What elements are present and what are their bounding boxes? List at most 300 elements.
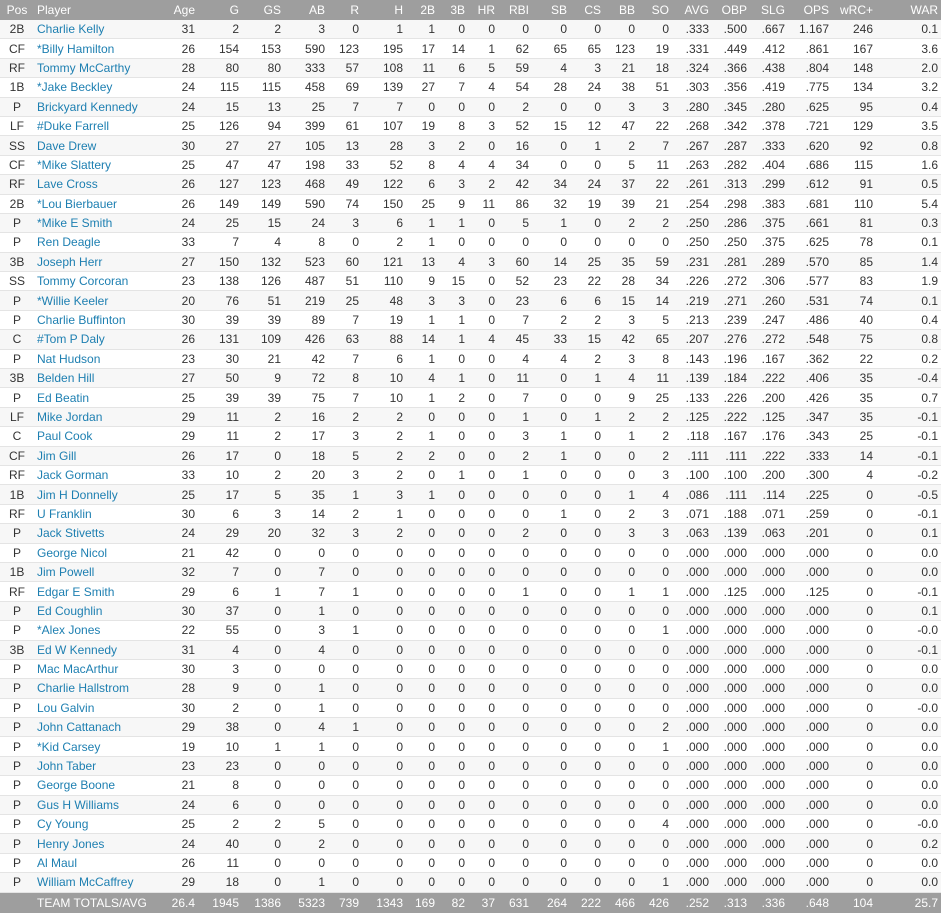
cell-h: 10 — [362, 369, 406, 388]
cell-3b: 7 — [438, 78, 468, 97]
player-name-link[interactable]: Cy Young — [34, 815, 166, 834]
cell-age: 30 — [166, 659, 198, 678]
player-name-link[interactable]: Jack Stivetts — [34, 524, 166, 543]
cell-r: 8 — [328, 369, 362, 388]
column-header-3b[interactable]: 3B — [438, 0, 468, 20]
column-header-r[interactable]: R — [328, 0, 362, 20]
cell-3b: 1 — [438, 465, 468, 484]
cell-g: 17 — [198, 485, 242, 504]
cell-pos: P — [0, 310, 34, 329]
player-name-link[interactable]: Tommy McCarthy — [34, 58, 166, 77]
player-name-link[interactable]: *Mike E Smith — [34, 213, 166, 232]
table-header-row — [0, 0, 941, 20]
cell-hr: 4 — [468, 155, 498, 174]
player-name-link[interactable]: George Boone — [34, 776, 166, 795]
cell-bb: 47 — [604, 116, 638, 135]
cell-g: 42 — [198, 543, 242, 562]
column-header-hr[interactable]: HR — [468, 0, 498, 20]
cell-so: 1 — [638, 873, 672, 892]
cell-3b: 0 — [438, 427, 468, 446]
cell-wrc: 0 — [832, 659, 876, 678]
cell-h: 0 — [362, 718, 406, 737]
player-name-link[interactable]: Joseph Herr — [34, 252, 166, 271]
player-name-link[interactable]: Nat Hudson — [34, 349, 166, 368]
column-header-rbi[interactable]: RBI — [498, 0, 532, 20]
column-header-avg[interactable]: AVG — [672, 0, 712, 20]
total-3b: 82 — [438, 892, 468, 913]
cell-h: 121 — [362, 252, 406, 271]
cell-obp: .286 — [712, 213, 750, 232]
cell-ops: .000 — [788, 640, 832, 659]
cell-wrc: 0 — [832, 601, 876, 620]
cell-gs: 0 — [242, 679, 284, 698]
cell-sb: 0 — [532, 136, 570, 155]
cell-rbi: 0 — [498, 873, 532, 892]
cell-gs: 0 — [242, 853, 284, 872]
player-name-link[interactable]: Lou Galvin — [34, 698, 166, 717]
player-name-link[interactable]: *Mike Slattery — [34, 155, 166, 174]
player-name-link[interactable]: Jim Powell — [34, 562, 166, 581]
player-name-link[interactable]: George Nicol — [34, 543, 166, 562]
cell-ops: .625 — [788, 97, 832, 116]
cell-rbi: 45 — [498, 330, 532, 349]
cell-2b: 25 — [406, 194, 438, 213]
cell-ab: 25 — [284, 97, 328, 116]
column-header-ops[interactable]: OPS — [788, 0, 832, 20]
cell-cs: 0 — [570, 562, 604, 581]
cell-wrc: 95 — [832, 97, 876, 116]
column-header-war[interactable]: WAR — [876, 0, 941, 20]
cell-r: 61 — [328, 116, 362, 135]
cell-ops: .000 — [788, 562, 832, 581]
cell-avg: .000 — [672, 834, 712, 853]
cell-so: 0 — [638, 640, 672, 659]
cell-bb: 4 — [604, 369, 638, 388]
table-row — [0, 504, 941, 523]
cell-g: 23 — [198, 756, 242, 775]
cell-age: 24 — [166, 524, 198, 543]
cell-g: 131 — [198, 330, 242, 349]
cell-wrc: 0 — [832, 562, 876, 581]
cell-war: -0.2 — [876, 465, 941, 484]
player-name-link[interactable]: Ed W Kennedy — [34, 640, 166, 659]
cell-wrc: 0 — [832, 737, 876, 756]
cell-3b: 0 — [438, 524, 468, 543]
cell-h: 2 — [362, 524, 406, 543]
cell-war: 0.1 — [876, 601, 941, 620]
cell-obp: .000 — [712, 601, 750, 620]
player-name-link[interactable]: Mac MacArthur — [34, 659, 166, 678]
player-name-link[interactable]: Tommy Corcoran — [34, 272, 166, 291]
cell-pos: RF — [0, 465, 34, 484]
cell-bb: 2 — [604, 213, 638, 232]
cell-h: 2 — [362, 465, 406, 484]
cell-gs: 3 — [242, 504, 284, 523]
player-name-link[interactable]: Al Maul — [34, 853, 166, 872]
cell-2b: 0 — [406, 562, 438, 581]
player-name-link[interactable]: Dave Drew — [34, 136, 166, 155]
column-header-2b[interactable]: 2B — [406, 0, 438, 20]
cell-age: 21 — [166, 776, 198, 795]
cell-rbi: 54 — [498, 78, 532, 97]
cell-3b: 15 — [438, 272, 468, 291]
cell-ab: 426 — [284, 330, 328, 349]
cell-hr: 3 — [468, 116, 498, 135]
cell-hr: 1 — [468, 39, 498, 58]
cell-pos: 3B — [0, 640, 34, 659]
player-name-link[interactable]: *Jake Beckley — [34, 78, 166, 97]
player-name-link[interactable]: *Kid Carsey — [34, 737, 166, 756]
cell-bb: 38 — [604, 78, 638, 97]
player-name-link[interactable]: Jim Gill — [34, 446, 166, 465]
cell-sb: 0 — [532, 834, 570, 853]
cell-2b: 0 — [406, 407, 438, 426]
cell-sb: 6 — [532, 291, 570, 310]
cell-avg: .250 — [672, 233, 712, 252]
cell-h: 107 — [362, 116, 406, 135]
cell-ab: 0 — [284, 543, 328, 562]
column-header-so[interactable]: SO — [638, 0, 672, 20]
total-slg: .336 — [750, 892, 788, 913]
player-name-link[interactable]: Henry Jones — [34, 834, 166, 853]
cell-h: 108 — [362, 58, 406, 77]
cell-2b: 0 — [406, 640, 438, 659]
player-name-link[interactable]: U Franklin — [34, 504, 166, 523]
cell-r: 25 — [328, 291, 362, 310]
cell-hr: 0 — [468, 388, 498, 407]
cell-gs: 0 — [242, 795, 284, 814]
cell-rbi: 52 — [498, 116, 532, 135]
column-header-cs[interactable]: CS — [570, 0, 604, 20]
cell-g: 8 — [198, 776, 242, 795]
cell-slg: .000 — [750, 640, 788, 659]
cell-age: 23 — [166, 272, 198, 291]
cell-bb: 28 — [604, 272, 638, 291]
player-name-link[interactable]: Edgar E Smith — [34, 582, 166, 601]
cell-ab: 42 — [284, 349, 328, 368]
cell-r: 63 — [328, 330, 362, 349]
cell-obp: .000 — [712, 718, 750, 737]
table-row — [0, 446, 941, 465]
cell-rbi: 7 — [498, 310, 532, 329]
column-header-g[interactable]: G — [198, 0, 242, 20]
cell-pos: P — [0, 543, 34, 562]
cell-cs: 12 — [570, 116, 604, 135]
cell-bb: 0 — [604, 718, 638, 737]
cell-cs: 19 — [570, 194, 604, 213]
cell-wrc: 0 — [832, 485, 876, 504]
column-header-pos[interactable]: Pos — [0, 0, 34, 20]
cell-cs: 0 — [570, 698, 604, 717]
player-name-link[interactable]: Charlie Hallstrom — [34, 679, 166, 698]
cell-ab: 72 — [284, 369, 328, 388]
cell-cs: 0 — [570, 485, 604, 504]
cell-gs: 94 — [242, 116, 284, 135]
column-header-obp[interactable]: OBP — [712, 0, 750, 20]
cell-pos: RF — [0, 175, 34, 194]
cell-sb: 0 — [532, 155, 570, 174]
total-bb: 466 — [604, 892, 638, 913]
cell-bb: 5 — [604, 155, 638, 174]
cell-so: 22 — [638, 175, 672, 194]
cell-bb: 0 — [604, 756, 638, 775]
cell-rbi: 5 — [498, 213, 532, 232]
cell-sb: 0 — [532, 621, 570, 640]
cell-pos: C — [0, 330, 34, 349]
cell-ops: .721 — [788, 116, 832, 135]
player-name-link[interactable]: Jim H Donnelly — [34, 485, 166, 504]
player-name-link[interactable]: John Taber — [34, 756, 166, 775]
cell-rbi: 0 — [498, 485, 532, 504]
player-name-link[interactable]: Ed Coughlin — [34, 601, 166, 620]
cell-r: 33 — [328, 155, 362, 174]
cell-bb: 3 — [604, 349, 638, 368]
cell-2b: 1 — [406, 388, 438, 407]
cell-slg: .000 — [750, 582, 788, 601]
player-name-link[interactable]: Belden Hill — [34, 369, 166, 388]
column-header-age[interactable]: Age — [166, 0, 198, 20]
cell-ops: .000 — [788, 873, 832, 892]
player-name-link[interactable]: Gus H Williams — [34, 795, 166, 814]
cell-gs: 0 — [242, 834, 284, 853]
cell-obp: .239 — [712, 310, 750, 329]
cell-r: 74 — [328, 194, 362, 213]
cell-3b: 2 — [438, 136, 468, 155]
cell-rbi: 86 — [498, 194, 532, 213]
cell-war: 0.0 — [876, 679, 941, 698]
cell-pos: P — [0, 776, 34, 795]
cell-hr: 0 — [468, 640, 498, 659]
cell-war: 0.4 — [876, 310, 941, 329]
cell-bb: 0 — [604, 20, 638, 39]
cell-cs: 0 — [570, 524, 604, 543]
total-ab: 5323 — [284, 892, 328, 913]
player-name-link[interactable]: John Cattanach — [34, 718, 166, 737]
cell-bb: 123 — [604, 39, 638, 58]
cell-age: 19 — [166, 737, 198, 756]
cell-avg: .063 — [672, 524, 712, 543]
cell-wrc: 0 — [832, 698, 876, 717]
cell-age: 33 — [166, 233, 198, 252]
cell-hr: 0 — [468, 485, 498, 504]
cell-2b: 0 — [406, 601, 438, 620]
cell-rbi: 1 — [498, 407, 532, 426]
cell-cs: 0 — [570, 20, 604, 39]
column-header-player[interactable]: Player — [34, 0, 166, 20]
cell-obp: .167 — [712, 427, 750, 446]
cell-r: 3 — [328, 427, 362, 446]
player-name-link[interactable]: Ren Deagle — [34, 233, 166, 252]
cell-hr: 0 — [468, 504, 498, 523]
cell-avg: .331 — [672, 39, 712, 58]
player-name-link[interactable]: #Tom P Daly — [34, 330, 166, 349]
cell-gs: 1 — [242, 737, 284, 756]
table-row — [0, 795, 941, 814]
total-cs: 222 — [570, 892, 604, 913]
cell-ab: 1 — [284, 873, 328, 892]
cell-gs: 0 — [242, 776, 284, 795]
cell-g: 47 — [198, 155, 242, 174]
cell-rbi: 0 — [498, 698, 532, 717]
total-gs: 1386 — [242, 892, 284, 913]
cell-h: 0 — [362, 834, 406, 853]
cell-h: 139 — [362, 78, 406, 97]
cell-r: 1 — [328, 485, 362, 504]
cell-r: 0 — [328, 756, 362, 775]
cell-war: -0.0 — [876, 698, 941, 717]
player-name-link[interactable]: *Willie Keeler — [34, 291, 166, 310]
player-name-link[interactable]: Charlie Kelly — [34, 20, 166, 39]
cell-wrc: 40 — [832, 310, 876, 329]
cell-pos: P — [0, 853, 34, 872]
cell-2b: 0 — [406, 737, 438, 756]
cell-2b: 0 — [406, 97, 438, 116]
cell-hr: 0 — [468, 737, 498, 756]
cell-2b: 1 — [406, 20, 438, 39]
player-name-link[interactable]: Lave Cross — [34, 175, 166, 194]
cell-sb: 4 — [532, 349, 570, 368]
cell-obp: .282 — [712, 155, 750, 174]
cell-rbi: 0 — [498, 659, 532, 678]
cell-ops: .681 — [788, 194, 832, 213]
player-name-link[interactable]: Paul Cook — [34, 427, 166, 446]
player-name-link[interactable]: Mike Jordan — [34, 407, 166, 426]
cell-so: 21 — [638, 194, 672, 213]
cell-2b: 1 — [406, 310, 438, 329]
cell-gs: 2 — [242, 465, 284, 484]
cell-hr: 0 — [468, 369, 498, 388]
cell-sb: 0 — [532, 369, 570, 388]
cell-cs: 65 — [570, 39, 604, 58]
column-header-gs[interactable]: GS — [242, 0, 284, 20]
player-name-link[interactable]: William McCaffrey — [34, 873, 166, 892]
cell-cs: 1 — [570, 369, 604, 388]
table-row — [0, 213, 941, 232]
table-row — [0, 39, 941, 58]
cell-g: 138 — [198, 272, 242, 291]
cell-war: 3.5 — [876, 116, 941, 135]
cell-war: -0.4 — [876, 369, 941, 388]
cell-ab: 487 — [284, 272, 328, 291]
cell-obp: .298 — [712, 194, 750, 213]
cell-war: 2.0 — [876, 58, 941, 77]
cell-so: 1 — [638, 621, 672, 640]
cell-wrc: 0 — [832, 853, 876, 872]
cell-avg: .219 — [672, 291, 712, 310]
column-header-ab[interactable]: AB — [284, 0, 328, 20]
cell-age: 26 — [166, 39, 198, 58]
cell-avg: .000 — [672, 621, 712, 640]
cell-ab: 16 — [284, 407, 328, 426]
cell-3b: 0 — [438, 640, 468, 659]
cell-avg: .231 — [672, 252, 712, 271]
cell-g: 10 — [198, 737, 242, 756]
cell-3b: 0 — [438, 97, 468, 116]
cell-war: 0.0 — [876, 776, 941, 795]
cell-ab: 7 — [284, 562, 328, 581]
cell-r: 7 — [328, 97, 362, 116]
cell-r: 2 — [328, 504, 362, 523]
cell-hr: 0 — [468, 834, 498, 853]
cell-3b: 1 — [438, 369, 468, 388]
cell-pos: LF — [0, 116, 34, 135]
cell-wrc: 0 — [832, 582, 876, 601]
cell-cs: 22 — [570, 272, 604, 291]
cell-age: 27 — [166, 369, 198, 388]
cell-rbi: 0 — [498, 601, 532, 620]
cell-wrc: 91 — [832, 175, 876, 194]
cell-sb: 0 — [532, 407, 570, 426]
cell-h: 0 — [362, 543, 406, 562]
player-name-link[interactable]: *Alex Jones — [34, 621, 166, 640]
cell-sb: 0 — [532, 640, 570, 659]
cell-pos: CF — [0, 155, 34, 174]
cell-ops: .686 — [788, 155, 832, 174]
cell-wrc: 0 — [832, 756, 876, 775]
cell-avg: .111 — [672, 446, 712, 465]
cell-cs: 25 — [570, 252, 604, 271]
cell-pos: RF — [0, 58, 34, 77]
player-name-link[interactable]: *Billy Hamilton — [34, 39, 166, 58]
player-name-link[interactable]: Jack Gorman — [34, 465, 166, 484]
cell-obp: .226 — [712, 388, 750, 407]
table-row — [0, 155, 941, 174]
cell-rbi: 1 — [498, 582, 532, 601]
cell-bb: 0 — [604, 659, 638, 678]
cell-avg: .000 — [672, 640, 712, 659]
cell-g: 30 — [198, 349, 242, 368]
column-header-slg[interactable]: SLG — [750, 0, 788, 20]
cell-slg: .000 — [750, 601, 788, 620]
cell-gs: 39 — [242, 388, 284, 407]
column-header-bb[interactable]: BB — [604, 0, 638, 20]
cell-obp: .100 — [712, 465, 750, 484]
cell-r: 69 — [328, 78, 362, 97]
player-name-link[interactable]: Ed Beatin — [34, 388, 166, 407]
cell-2b: 0 — [406, 659, 438, 678]
cell-cs: 0 — [570, 873, 604, 892]
player-name-link[interactable]: Charlie Buffinton — [34, 310, 166, 329]
cell-war: -0.1 — [876, 504, 941, 523]
cell-avg: .000 — [672, 815, 712, 834]
cell-age: 25 — [166, 155, 198, 174]
cell-so: 2 — [638, 213, 672, 232]
cell-slg: .378 — [750, 116, 788, 135]
cell-obp: .139 — [712, 524, 750, 543]
table-row — [0, 543, 941, 562]
player-name-link[interactable]: #Duke Farrell — [34, 116, 166, 135]
table-row — [0, 659, 941, 678]
cell-gs: 27 — [242, 136, 284, 155]
cell-so: 0 — [638, 834, 672, 853]
cell-3b: 0 — [438, 407, 468, 426]
column-header-wrc[interactable]: wRC+ — [832, 0, 876, 20]
cell-3b: 14 — [438, 39, 468, 58]
player-name-link[interactable]: Brickyard Kennedy — [34, 97, 166, 116]
cell-2b: 1 — [406, 213, 438, 232]
cell-slg: .375 — [750, 213, 788, 232]
cell-obp: .000 — [712, 543, 750, 562]
cell-r: 3 — [328, 524, 362, 543]
column-header-sb[interactable]: SB — [532, 0, 570, 20]
cell-hr: 0 — [468, 795, 498, 814]
cell-3b: 0 — [438, 737, 468, 756]
cell-rbi: 0 — [498, 834, 532, 853]
cell-2b: 13 — [406, 252, 438, 271]
player-name-link[interactable]: *Lou Bierbauer — [34, 194, 166, 213]
cell-pos: P — [0, 349, 34, 368]
column-header-h[interactable]: H — [362, 0, 406, 20]
